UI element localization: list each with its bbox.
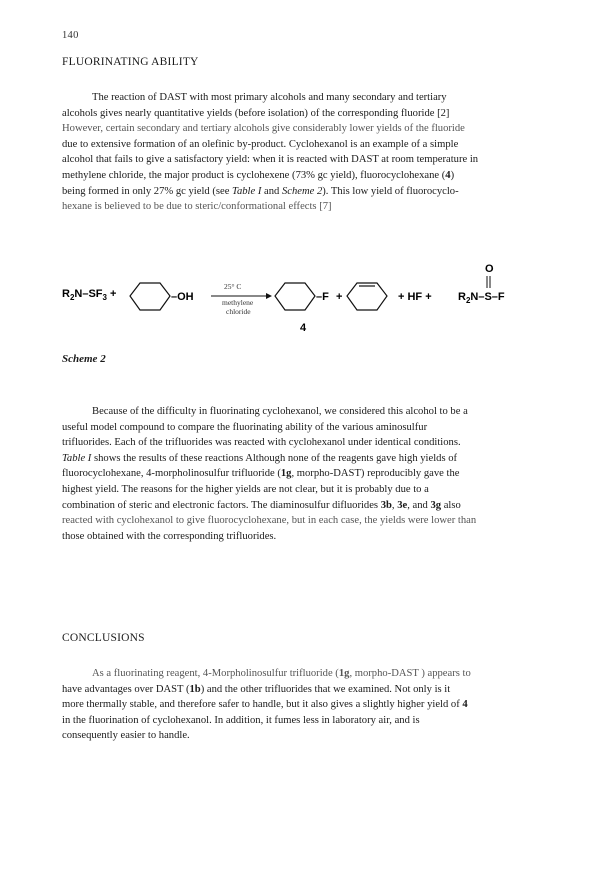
p3-compound-1b: 1b: [189, 683, 201, 695]
p3-line-3a: more thermally stable, and therefore safer to handle, but it also gives a slightly higher yield of: [62, 699, 463, 711]
p1-line-2: alcohols gives nearly quantitative yields (before isolation) of the corresponding fluoride [2]: [62, 107, 450, 119]
p1-line-3: However, certain secondary and tertiary alcohols give considerably lower yields of the fluoride: [62, 123, 465, 135]
p1-line-8: hexane is believed to be due to steric/conformational effects [7]: [62, 201, 332, 213]
p2-line-4: shows the results of these reactions Although none of the reagents gave high yields of: [91, 452, 458, 464]
fluoro-label: –F: [316, 291, 329, 303]
condition-solvent-2: chloride: [226, 307, 251, 316]
condition-temperature: 25° C: [224, 282, 242, 291]
scheme-ref: Scheme 2: [281, 185, 323, 197]
p3-line-2a: have advantages over DAST (: [62, 683, 190, 695]
p1-line-7-start: being formed in only 27% gc yield (see: [62, 185, 233, 197]
p2-line-2: useful model compound to compare the fluorinating ability of the various aminosulfur: [62, 421, 428, 433]
hydroxyl-label: –OH: [171, 291, 194, 303]
p2-line-8: reacted with cyclohexanol to give fluorocyclohexane, but in each case, the yields were lower than: [62, 515, 477, 527]
sep-1: ,: [391, 499, 398, 511]
p2-line-5c: , morpho-DAST) reproducibly gave the: [291, 468, 460, 480]
p1-line-7-tail: ). This low yield of fluorocyclo-: [322, 185, 459, 197]
p3-line-1a: As a fluorinating reagent, 4-Morpholinosulfur trifluoride (: [92, 668, 339, 679]
compound-number-4: 4: [300, 322, 307, 334]
section-heading-conclusions: CONCLUSIONS: [62, 632, 145, 644]
p1-line-5: alcohol that fails to give a satisfactory yield: when it is reacted with DAST at room temperature in: [62, 154, 479, 166]
table-ref: Table I: [232, 185, 262, 197]
compound-ref-1g: 1g: [280, 468, 292, 480]
sep-2: , and: [407, 499, 431, 511]
p3-line-1c: , morpho-DAST ) appears to: [349, 668, 471, 679]
compound-ref-4: 4: [445, 169, 451, 181]
p2-line-9: those obtained with the corresponding trifluorides.: [62, 530, 277, 542]
p1-line-4: due to extensive formation of an olefinic by-product. Cyclohexanol is an example of a simple: [62, 138, 459, 150]
paragraph-2: [62, 404, 532, 544]
cyclohexene-ring-icon: [347, 283, 387, 310]
reaction-scheme: [0, 255, 593, 335]
paragraph-3: [62, 666, 532, 744]
compound-ref-3g: 3g: [430, 499, 442, 511]
arrowhead-icon: [266, 293, 272, 299]
paragraph-1: [62, 90, 532, 215]
compound-ref-3b: 3b: [380, 499, 392, 511]
p3-line-4: in the fluorination of cyclohexanol. In addition, it fumes less in laboratory air, and is: [62, 714, 420, 726]
compound-ref-3e: 3e: [397, 499, 408, 511]
and-text: and: [261, 185, 282, 197]
p3-compound-4: 4: [462, 699, 468, 711]
scheme-caption: Scheme 2: [62, 353, 106, 365]
p2-table-ref: Table I: [62, 452, 92, 464]
p2-line-7-end: also: [441, 499, 461, 511]
p2-line-1: Because of the difficulty in fluorinating cyclohexanol, we considered this alcohol to be a: [92, 406, 468, 417]
section-heading-fluorinating-ability: FLUORINATING ABILITY: [62, 56, 199, 68]
fluorocyclohexane-ring-icon: [275, 283, 315, 310]
sulfinyl-product: $R_2N-S-F$: [458, 291, 505, 305]
reagent-label: $R_2N-SF_3$ +: [62, 288, 117, 302]
plus-sign: +: [336, 291, 343, 303]
p2-line-6: highest yield. The reasons for the higher yields are not clear, but it is probably due to a: [62, 483, 429, 495]
p2-line-3: trifluorides. Each of the trifluorides was reacted with cyclohexanol under identical conditions.: [62, 437, 461, 449]
p1-line-6: methylene chloride, the major product is cyclohexene (73% gc yield), fluorocyclohexane (: [62, 169, 446, 181]
p3-line-5: consequently easier to handle.: [62, 730, 190, 742]
close-paren: ): [450, 169, 455, 181]
cyclohexanol-ring-icon: [130, 283, 170, 310]
hf-label: + HF +: [398, 291, 432, 303]
p1-line-1: The reaction of DAST with most primary alcohols and many secondary and tertiary: [92, 92, 447, 103]
oxygen-label: O: [485, 263, 494, 275]
p3-compound-1g: 1g: [338, 668, 350, 679]
page-number: 140: [62, 30, 79, 41]
p2-line-7a: combination of steric and electronic factors. The diaminosulfur difluorides: [62, 499, 381, 511]
p3-line-2c: ) and the other trifluorides that we examined. Not only is it: [200, 683, 451, 695]
p2-line-5a: fluorocyclohexane, 4-morpholinosulfur trifluoride (: [62, 468, 281, 480]
condition-solvent-1: methylene: [222, 298, 254, 307]
